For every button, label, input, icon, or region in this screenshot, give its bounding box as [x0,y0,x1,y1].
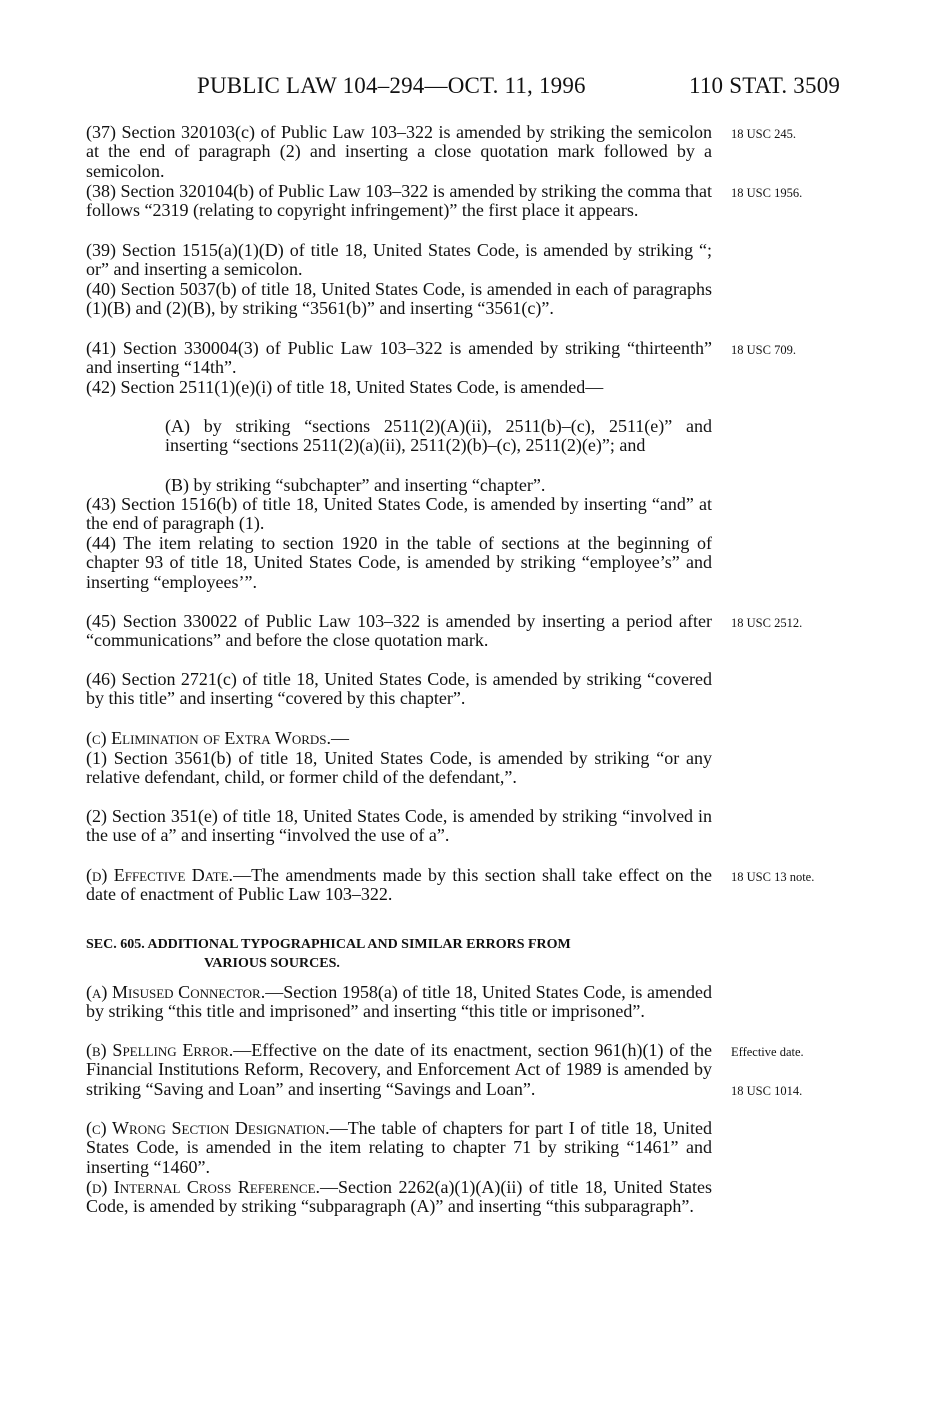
sec605-c-text: —The table of chapters for part I of title 18, United States Code, is amended in the item relating to chapter 71 by striking “1461” and inserting “1460”. [86,1118,712,1177]
margin-note-effective-date: Effective date. [731,1045,804,1059]
paragraph-38: (38) Section 320104(b) of Public Law 103–322 is amended by striking the comma that follows “2319 (relating to copyright infringement)” the first place it appears. [86,181,712,221]
sec605-d-text: —Section 2262(a)(1)(A)(ii) of title 18, United States Code, is amended by striking “subparagraph (A)” and inserting “this subparagraph”. [86,1177,712,1217]
sec605-b [86,1041,712,1099]
margin-note-41: 18 USC 709. [731,343,796,357]
paragraph-42: (42) Section 2511(1)(e)(i) of title 18, United States Code, is amended— [86,377,604,397]
paragraph-c1: (1) Section 3561(b) of title 18, United States Code, is amended by striking “or any relative defendant, child, or former child of the defendant,”. [86,748,712,788]
section-605-heading [86,935,712,973]
subsection-d-label: (d) Effective Date. [86,865,234,885]
paragraph-42a: (A) by striking “sections 2511(2)(A)(ii), 2511(b)–(c), 2511(e)” and inserting “sections 2511(2)(a)(ii), 2511(2)(b)–(c), 2511(2)(e)”; and [165,416,712,456]
paragraph-39: (39) Section 1515(a)(1)(D) of title 18, United States Code, is amended by striking “; or” and inserting a semicolon. [86,240,712,280]
subsection-c-heading: (c) Elimination of Extra Words.— [86,728,350,748]
sec605-b-label: (b) Spelling Error. [86,1040,234,1060]
running-header-page: 110 STAT. 3509 [689,73,841,98]
margin-note-1014: 18 USC 1014. [731,1084,803,1098]
paragraph-42b: (B) by striking “subchapter” and inserting “chapter”. [165,475,546,495]
sec605-d [86,1178,712,1217]
sec605-d-label: (d) Internal Cross Reference. [86,1177,321,1197]
paragraph-45: (45) Section 330022 of Public Law 103–322 is amended by inserting a period after “communications” and before the close quotation mark. [86,611,712,651]
paragraph-44: (44) The item relating to section 1920 in the table of sections at the beginning of chapter 93 of title 18, United States Code, is amended by striking “employee’s” and inserting “employees’”. [86,533,712,592]
paragraph-37: (37) Section 320103(c) of Public Law 103–322 is amended by striking the semicolon at the end of paragraph (2) and inserting a close quotation mark followed by a semicolon. [86,122,712,181]
paragraph-40: (40) Section 5037(b) of title 18, United States Code, is amended in each of paragraphs (1)(B) and (2)(B), by striking “3561(b)” and inserting “3561(c)”. [86,279,712,319]
subsection-d-text: —The amendments made by this section shall take effect on the date of enactment of Public Law 103–322. [86,865,713,905]
paragraph-46: (46) Section 2721(c) of title 18, United States Code, is amended by striking “covered by this title” and inserting “covered by this chapter”. [86,669,712,709]
sec605-a-label: (a) Misused Connector. [86,982,266,1002]
sec605-c-label: (c) Wrong Section Designation. [86,1118,330,1138]
margin-note-45: 18 USC 2512. [731,616,803,630]
sec605-b-text: —Effective on the date of its enactment, section 961(h)(1) of the Financial Institutions Reform, Recovery, and Enforcement Act of 1989 is amended by striking “Saving and Loan” and inserting “Savings and Loan”. [86,1040,712,1099]
margin-note-37: 18 USC 245. [731,127,796,141]
sec605-a [86,983,712,1022]
margin-note-d: 18 USC 13 note. [731,870,815,884]
sec605-c [86,1119,712,1177]
sec605-a-text: —Section 1958(a) of title 18, United States Code, is amended by striking “this title and imprisoned” and inserting “this title or imprisoned”. [86,982,712,1022]
subsection-d [86,866,712,905]
paragraph-41: (41) Section 330004(3) of Public Law 103–322 is amended by striking “thirteenth” and inserting “14th”. [86,338,712,378]
paragraph-c2: (2) Section 351(e) of title 18, United States Code, is amended by striking “involved in the use of a” and inserting “involved the use of a”. [86,806,712,846]
section-605-heading-line2: VARIOUS SOURCES. [204,956,340,971]
section-605-heading-line1: SEC. 605. ADDITIONAL TYPOGRAPHICAL AND SIMILAR ERRORS FROM [86,937,571,952]
running-header-title: PUBLIC LAW 104–294—OCT. 11, 1996 [197,73,586,98]
margin-note-38: 18 USC 1956. [731,186,803,200]
paragraph-43: (43) Section 1516(b) of title 18, United States Code, is amended by inserting “and” at the end of paragraph (1). [86,494,712,534]
